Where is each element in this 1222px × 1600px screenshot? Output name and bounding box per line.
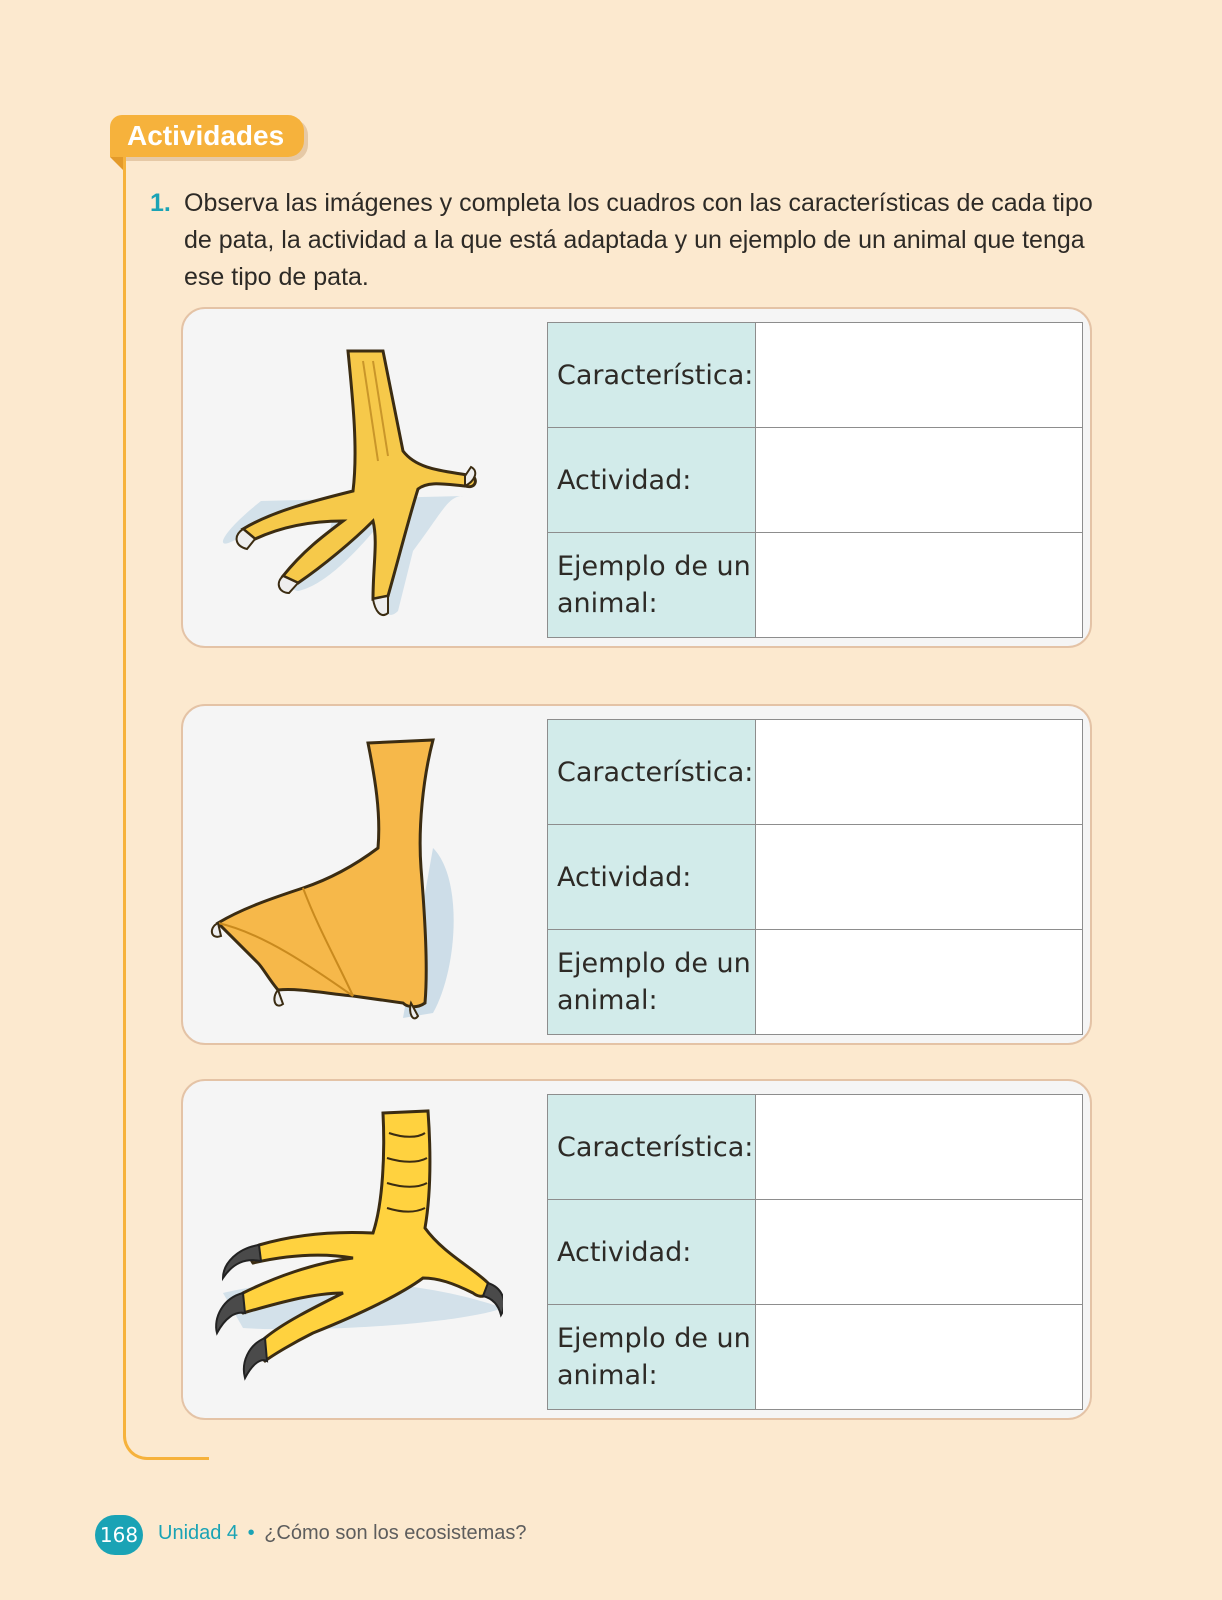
section-tab-actividades: Actividades xyxy=(110,115,304,157)
example-label: Ejemplo de un animal: xyxy=(548,533,756,638)
characteristic-label: Característica: xyxy=(548,1095,756,1200)
characteristic-answer-field[interactable] xyxy=(756,323,1083,428)
unit-title: ¿Cómo son los ecosistemas? xyxy=(264,1522,527,1544)
foot-card-2 xyxy=(181,704,1092,1045)
answer-table-3 xyxy=(547,1094,1083,1410)
unit-label: Unidad 4 xyxy=(158,1522,239,1544)
characteristic-answer-field[interactable] xyxy=(756,1095,1083,1200)
tab-fold-decoration xyxy=(110,157,124,171)
activity-label: Actividad: xyxy=(548,1200,756,1305)
activity-answer-field[interactable] xyxy=(756,1200,1083,1305)
perching-bird-foot-illustration xyxy=(203,321,503,636)
foot-card-3 xyxy=(181,1079,1092,1420)
example-answer-field[interactable] xyxy=(756,533,1083,638)
page-footer xyxy=(158,1522,527,1545)
page-number-badge: 168 xyxy=(95,1515,143,1555)
answer-table-1 xyxy=(547,322,1083,638)
bird-of-prey-talon-illustration xyxy=(203,1093,503,1408)
characteristic-answer-field[interactable] xyxy=(756,720,1083,825)
example-answer-field[interactable] xyxy=(756,930,1083,1035)
activity-answer-field[interactable] xyxy=(756,825,1083,930)
example-answer-field[interactable] xyxy=(756,1305,1083,1410)
webbed-duck-foot-illustration xyxy=(203,718,503,1033)
characteristic-label: Característica: xyxy=(548,720,756,825)
example-label: Ejemplo de un animal: xyxy=(548,1305,756,1410)
example-label: Ejemplo de un animal: xyxy=(548,930,756,1035)
footer-separator: • xyxy=(247,1522,255,1544)
activity-number: 1. xyxy=(150,189,171,217)
characteristic-label: Característica: xyxy=(548,323,756,428)
activity-instruction xyxy=(150,185,1100,296)
activity-answer-field[interactable] xyxy=(756,428,1083,533)
activity-label: Actividad: xyxy=(548,428,756,533)
foot-card-1 xyxy=(181,307,1092,648)
answer-table-2 xyxy=(547,719,1083,1035)
activity-label: Actividad: xyxy=(548,825,756,930)
activity-instruction-text: Observa las imágenes y completa los cuadros con las características de cada tipo de pata, la actividad a la que está adaptada y un ejemplo de un animal que tenga ese tipo de pata. xyxy=(184,189,1093,291)
